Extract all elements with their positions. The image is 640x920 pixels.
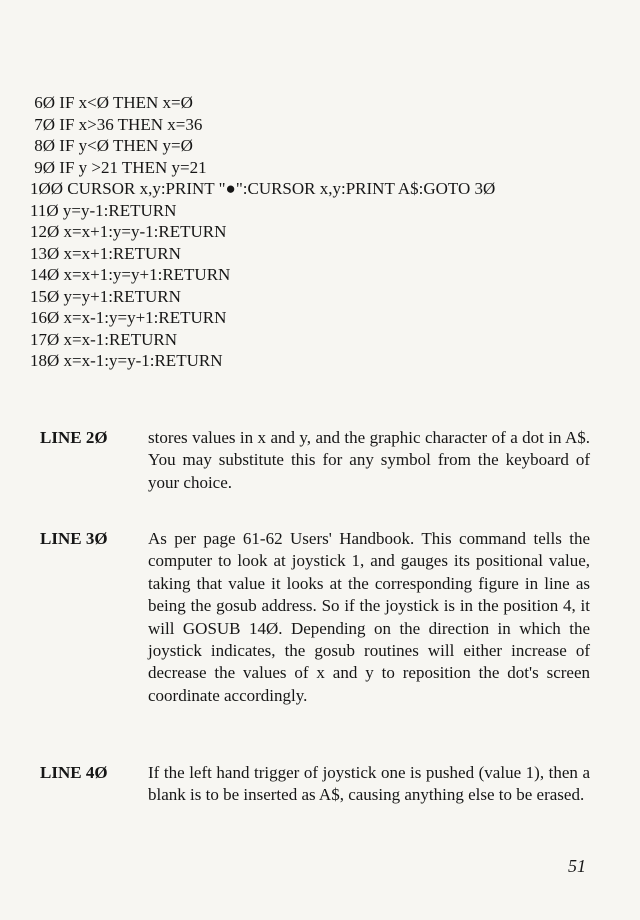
code-line: 12Ø x=x+1:y=y-1:RETURN <box>30 222 227 241</box>
line-label: LINE 2Ø <box>40 428 108 447</box>
code-line: 11Ø y=y-1:RETURN <box>30 200 177 220</box>
line-description <box>40 427 590 494</box>
code-listing <box>30 92 620 372</box>
code-line: 9Ø IF y >21 THEN y=21 <box>30 157 207 177</box>
line-explanation: stores values in x and y, and the graphic character of a dot in A$. You may substitute this for any symbol from the keyboard of your choice. <box>148 428 590 492</box>
code-line: 18Ø x=x-1:y=y-1:RETURN <box>30 351 223 370</box>
code-line: 15Ø y=y+1:RETURN <box>30 286 181 306</box>
page-number: 51 <box>568 856 586 876</box>
code-line: 14Ø x=x+1:y=y+1:RETURN <box>30 265 231 284</box>
line-description <box>40 528 590 707</box>
line-explanation: As per page 61-62 Users' Handbook. This command tells the computer to look at joystick 1, and gauges its positional value, taking that value it looks at the corresponding figure in line as being the gosub address. So if the joystick is in the position 4, it will GOSUB 14Ø. Depending on the direction in which the joystick indicates, the gosub routines will either increase of decrease the values of x and y to reposition the dot's screen coordinate accordingly. <box>148 529 590 705</box>
line-label: LINE 3Ø <box>40 529 108 548</box>
code-line: 8Ø IF y<Ø THEN y=Ø <box>30 136 193 155</box>
code-line: 1ØØ CURSOR x,y:PRINT "●":CURSOR x,y:PRINT A$:GOTO 3Ø <box>30 179 496 198</box>
line-label: LINE 4Ø <box>40 763 108 782</box>
line-description <box>40 762 590 807</box>
code-line: 6Ø IF x<Ø THEN x=Ø <box>30 93 193 112</box>
code-line: 16Ø x=x-1:y=y+1:RETURN <box>30 308 227 327</box>
code-line: 7Ø IF x>36 THEN x=36 <box>30 114 203 134</box>
line-explanation: If the left hand trigger of joystick one is pushed (value 1), then a blank is to be inserted as A$, causing anything else to be erased. <box>148 763 590 805</box>
code-line: 17Ø x=x-1:RETURN <box>30 329 177 349</box>
code-line: 13Ø x=x+1:RETURN <box>30 243 181 263</box>
